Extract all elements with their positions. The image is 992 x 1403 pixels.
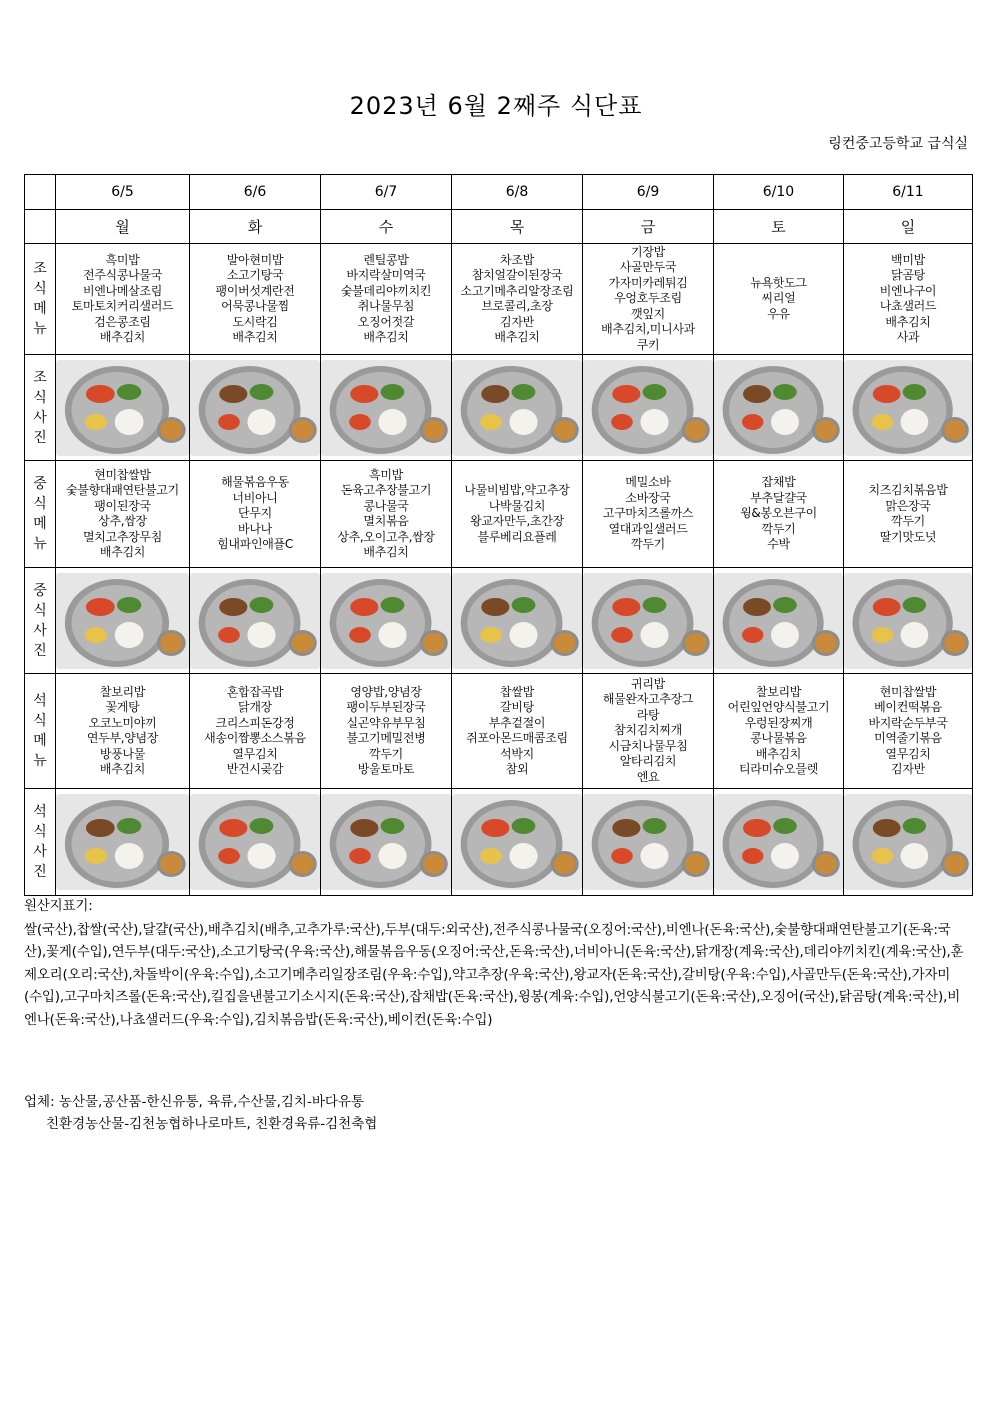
dinner-menu-cell	[321, 674, 452, 789]
menu-item: 너비아니	[232, 490, 278, 505]
dinner-menu-cell	[714, 674, 844, 789]
menu-item: 새송이짬뽕소스볶음	[204, 731, 306, 745]
menu-item: 어린잎언양식불고기	[727, 700, 830, 714]
dinner-menu-cell	[844, 674, 973, 789]
menu-item: 깍두기	[631, 537, 665, 552]
lunch-photo-label	[25, 568, 56, 674]
meal-photo	[583, 573, 713, 669]
menu-item: 석박지	[500, 746, 534, 761]
day-cell: 목	[452, 210, 583, 244]
menu-item: 깍두기	[761, 521, 796, 536]
menu-item: 바나나	[238, 521, 272, 536]
breakfast-menu-row	[25, 244, 973, 355]
row-label-char: 조	[33, 369, 47, 386]
menu-item: 배추김치	[885, 314, 931, 329]
origin-text: 쌀(국산),찹쌀(국산),달걀(국산),배추김치(배추,고추가루:국산),두부(대두:외국산),전주식콩나물국(오징어:국산),비엔나(돈육:국산),숯불향대패연탄불고기(돈육:국산),꽃게(수입),연두부(대두:국산),소고기탕국(우육:국산),해물볶음우동(오징어:국산,돈육:국산),너비아니(돈육:국산),닭개장(계육:국산),데리야끼치킨(계육:국산),훈제오리(오리:국산),차돌박이(우육:수입),소고기메추리일장조림(우육:수입),약고추장(우육:국산),왕교자(돈육:국산),갈비탕(우육:수입),사골만두(돈육:국산),가자미(수입),고구마치즈롤(돈육:국산),킬집을낸불고기소시지(돈육:국산),잡채밥(돈육:국산),윙봉(계육:수입),언양식불고기(돈육:국산),오징어(국산),닭곰탕(계육:국산),비엔나(돈육:국산),나쵸샐러드(우육:수입),김치볶음밥(돈육:국산),베이컨(돈육:수입)	[24, 921, 964, 1028]
lunch-photo-cell	[452, 568, 583, 674]
menu-item: 상추,쌈장	[98, 514, 147, 528]
menu-item: 찹쌀밥	[500, 684, 534, 699]
dinner-photo-cell	[714, 789, 844, 896]
menu-item: 왕교자만두,초간장	[470, 514, 564, 528]
breakfast-photo-cell	[56, 355, 190, 461]
menu-item: 배추김치	[363, 330, 409, 344]
date-cell: 6/5	[56, 175, 190, 210]
menu-item: 귀리밥	[631, 676, 665, 691]
breakfast-menu-cell	[321, 244, 452, 355]
menu-item: 딸기맛도넛	[879, 529, 937, 544]
breakfast-menu-cell	[56, 244, 190, 355]
menu-item: 크리스피돈강정	[215, 715, 295, 730]
row-label-char: 뉴	[33, 753, 47, 769]
menu-item: 엔요	[636, 769, 660, 784]
menu-item: 방울토마토	[357, 762, 415, 776]
menu-item: 열대과일샐러드	[608, 521, 688, 536]
meal-photo	[714, 794, 843, 890]
meal-photo	[190, 360, 320, 456]
menu-item: 바지락순두부국	[868, 715, 948, 730]
day-cell: 월	[56, 210, 190, 244]
menu-item: 뉴욕핫도그	[750, 275, 807, 290]
lunch-menu-cell	[844, 461, 973, 568]
row-label-char: 사	[33, 622, 47, 639]
meal-photo-graphic	[844, 794, 972, 890]
menu-item: 해물볶음우동	[221, 475, 289, 490]
menu-item: 씨리얼	[761, 291, 796, 306]
menu-item: 오코노미야끼	[88, 715, 157, 730]
menu-item: 바지락살미역국	[346, 268, 426, 282]
row-label-char: 진	[33, 642, 47, 659]
menu-item: 소바장국	[625, 490, 671, 505]
vendor-info	[24, 1091, 377, 1135]
dinner-menu-cell	[56, 674, 190, 789]
corner-cell	[25, 175, 56, 210]
menu-item: 현미찹쌀밥	[879, 684, 937, 699]
row-label-char: 조	[33, 261, 47, 277]
menu-item: 배추김치,미니사과	[601, 322, 695, 337]
row-label-char: 식	[33, 824, 47, 840]
row-label-char: 뉴	[33, 321, 47, 337]
menu-item: 흑미밥	[105, 252, 140, 267]
dinner-photo-cell	[844, 789, 973, 896]
meal-photo	[321, 573, 451, 669]
lunch-menu-cell	[56, 461, 190, 568]
lunch-menu-cell	[714, 461, 844, 568]
meal-photo-graphic	[56, 573, 189, 669]
menu-item: 오징어젓갈	[357, 314, 415, 329]
menu-item: 영양밥,양념장	[350, 684, 422, 699]
meal-photo	[714, 360, 843, 456]
breakfast-menu-cell	[452, 244, 583, 355]
menu-item: 배추김치	[755, 746, 802, 761]
meal-photo-graphic	[321, 794, 451, 890]
row-label-char: 식	[33, 389, 47, 406]
menu-item: 열무김치	[232, 746, 278, 761]
vendor-line: 업체: 농산물,공산품-한신유통, 육류,수산물,김치-바다유통	[24, 1094, 364, 1110]
menu-item: 깍두기	[891, 514, 925, 528]
menu-item: 가자미카레튀김	[608, 275, 688, 290]
meal-photo	[583, 794, 713, 890]
lunch-photo-cell	[583, 568, 714, 674]
menu-item: 미역줄기볶음	[874, 731, 942, 745]
meal-photo-graphic	[452, 573, 582, 669]
lunch-photo-cell	[321, 568, 452, 674]
menu-item: 검은콩조림	[94, 314, 151, 329]
menu-item: 부추달걀국	[750, 490, 807, 505]
meal-photo-graphic	[56, 360, 189, 456]
meal-photo-graphic	[321, 360, 451, 456]
lunch-menu-label	[25, 461, 56, 568]
row-label-char: 식	[33, 496, 47, 512]
origin-notes	[24, 895, 968, 1031]
menu-item: 닭곰탕	[891, 268, 925, 282]
lunch-photo-cell	[714, 568, 844, 674]
row-label-char: 사	[33, 409, 47, 426]
menu-item: 전주식콩나물국	[82, 268, 163, 282]
breakfast-photo-label	[25, 355, 56, 461]
dinner-menu-row	[25, 674, 973, 789]
menu-item: 수박	[767, 537, 790, 552]
menu-item: 닭개장	[238, 700, 272, 714]
menu-item: 연두부,양념장	[86, 731, 159, 745]
menu-item: 김자반	[500, 314, 534, 329]
menu-item: 쥐포아몬드매콤조림	[466, 731, 568, 745]
menu-item: 김자반	[891, 762, 925, 776]
meal-photo	[190, 794, 320, 890]
menu-item: 배추김치	[494, 330, 540, 344]
menu-item: 단무지	[238, 506, 272, 521]
dinner-photo-row	[25, 789, 973, 896]
row-label-char: 진	[33, 864, 47, 880]
menu-item: 배추김치	[232, 330, 278, 344]
menu-item: 멸치볶음	[363, 514, 409, 528]
breakfast-photo-cell	[714, 355, 844, 461]
menu-item: 흑미밥	[369, 467, 403, 482]
dinner-photo-cell	[321, 789, 452, 896]
menu-item: 해물완자고추장그	[602, 692, 694, 707]
menu-item: 배추김치	[99, 330, 146, 344]
meal-photo-graphic	[321, 573, 451, 669]
row-label-char: 식	[33, 602, 47, 619]
lunch-photo-cell	[844, 568, 973, 674]
page-title: 2023년 6월 2째주 식단표	[349, 92, 643, 120]
dinner-photo-label	[25, 789, 56, 896]
row-label-char: 메	[33, 516, 47, 532]
menu-item: 소고기메추리알장조림	[460, 283, 574, 298]
breakfast-photo-row	[25, 355, 973, 461]
meal-photo-graphic	[583, 573, 713, 669]
menu-item: 배추김치	[99, 762, 146, 776]
school-name: 링컨중고등학교 급식실	[828, 136, 968, 152]
menu-item: 혼합잡곡밥	[226, 684, 284, 699]
menu-item: 나박물김치	[488, 498, 546, 513]
row-label-char: 진	[33, 429, 47, 446]
lunch-menu-row	[25, 461, 973, 568]
menu-item: 팽이된장국	[94, 498, 151, 513]
lunch-photo-cell	[190, 568, 321, 674]
menu-item: 쿠키	[636, 337, 660, 352]
menu-item: 비엔나메살조림	[82, 283, 163, 298]
menu-item: 돈육고추장불고기	[340, 483, 432, 497]
menu-item: 도시락김	[232, 314, 278, 329]
meal-table	[24, 174, 973, 896]
meal-photo	[321, 360, 451, 456]
dinner-photo-cell	[56, 789, 190, 896]
menu-item: 어묵콩나물찜	[221, 299, 289, 313]
menu-item: 반건시곶감	[226, 762, 284, 776]
menu-item: 취나물무침	[357, 299, 415, 313]
menu-item: 토마토치커리샐러드	[71, 299, 174, 313]
row-label-char: 사	[33, 844, 47, 860]
meal-photo-graphic	[452, 360, 582, 456]
meal-photo	[452, 794, 582, 890]
menu-item: 불고기메밀전병	[346, 731, 426, 745]
date-cell: 6/9	[583, 175, 714, 210]
menu-item: 방풍나물	[99, 746, 146, 761]
dinner-photo-cell	[583, 789, 714, 896]
menu-item: 라탕	[636, 707, 660, 722]
breakfast-photo-cell	[583, 355, 714, 461]
day-cell: 일	[844, 210, 973, 244]
meal-photo-graphic	[583, 360, 713, 456]
day-cell: 금	[583, 210, 714, 244]
breakfast-menu-cell	[844, 244, 973, 355]
menu-item: 우엉호두조림	[614, 291, 682, 306]
day-cell: 수	[321, 210, 452, 244]
menu-item: 백미밥	[891, 252, 925, 267]
menu-item: 콩나물볶음	[750, 731, 807, 745]
breakfast-photo-cell	[190, 355, 321, 461]
menu-item: 치즈김치볶음밥	[868, 483, 948, 497]
row-label-char: 식	[33, 713, 47, 729]
menu-item: 힘내파인애플C	[217, 537, 293, 552]
meal-photo-graphic	[452, 794, 582, 890]
meal-photo-graphic	[844, 360, 972, 456]
lunch-menu-cell	[583, 461, 714, 568]
menu-item: 콩나물국	[363, 498, 409, 513]
day-cell: 토	[714, 210, 844, 244]
row-label-char: 식	[33, 281, 47, 297]
meal-photo	[56, 573, 189, 669]
row-label-char: 중	[33, 476, 47, 492]
date-row	[25, 175, 973, 210]
day-cell: 화	[190, 210, 321, 244]
menu-item: 비엔나구이	[879, 283, 937, 298]
breakfast-photo-cell	[844, 355, 973, 461]
menu-item: 잡채밥	[761, 475, 796, 490]
menu-item: 찰보리밥	[755, 684, 802, 699]
menu-item: 사과	[896, 330, 920, 344]
date-cell: 6/6	[190, 175, 321, 210]
menu-item: 참외	[505, 762, 529, 776]
dinner-menu-cell	[583, 674, 714, 789]
corner-cell	[25, 210, 56, 244]
menu-item: 나쵸샐러드	[879, 299, 937, 313]
menu-item: 팽이두부된장국	[346, 700, 426, 714]
meal-photo	[56, 794, 189, 890]
menu-item: 부추겉절이	[488, 715, 546, 730]
menu-item: 우렁된장찌개	[744, 715, 813, 730]
meal-photo-graphic	[844, 573, 972, 669]
row-label-char: 메	[33, 301, 47, 317]
breakfast-menu-cell	[583, 244, 714, 355]
menu-item: 렌틸콩밥	[363, 252, 409, 267]
row-label-char: 석	[33, 804, 47, 820]
lunch-photo-cell	[56, 568, 190, 674]
meal-photo	[452, 360, 582, 456]
menu-item: 블루베리요플레	[477, 529, 557, 544]
menu-item: 팽이버섯계란전	[215, 283, 295, 298]
menu-item: 갈비탕	[500, 700, 534, 714]
meal-photo	[321, 794, 451, 890]
menu-item: 실곤약유부무침	[346, 715, 426, 730]
menu-item: 참치김치찌개	[614, 723, 682, 738]
date-cell: 6/10	[714, 175, 844, 210]
menu-item: 깻잎지	[631, 306, 665, 321]
dinner-menu-label	[25, 674, 56, 789]
menu-item: 찰보리밥	[99, 684, 146, 699]
menu-item: 숯불향대패연탄불고기	[66, 483, 179, 497]
menu-item: 숯불데리야끼치킨	[340, 283, 432, 298]
day-row	[25, 210, 973, 244]
row-label-char: 석	[33, 693, 47, 709]
lunch-menu-cell	[452, 461, 583, 568]
menu-item: 메밀소바	[625, 475, 671, 490]
breakfast-photo-cell	[321, 355, 452, 461]
menu-item: 멸치고추장무침	[82, 529, 163, 544]
menu-item: 나물비빔밥,약고추장	[464, 483, 570, 497]
meal-photo	[56, 360, 189, 456]
meal-photo	[844, 573, 972, 669]
dinner-menu-cell	[190, 674, 321, 789]
breakfast-photo-cell	[452, 355, 583, 461]
meal-photo-graphic	[583, 794, 713, 890]
dinner-photo-cell	[190, 789, 321, 896]
menu-item: 맑은장국	[885, 498, 931, 513]
meal-photo-graphic	[714, 573, 843, 669]
menu-item: 우유	[767, 306, 790, 321]
meal-photo	[190, 573, 320, 669]
menu-item: 깍두기	[369, 746, 403, 761]
dinner-photo-cell	[452, 789, 583, 896]
menu-item: 소고기탕국	[226, 268, 284, 282]
menu-item: 참치얼갈이된장국	[471, 268, 563, 282]
vendor-line: 친환경농산물-김천농협하나로마트, 친환경육류-김천축협	[46, 1116, 378, 1132]
menu-item: 브로콜리,초장	[481, 299, 553, 313]
row-label-char: 중	[33, 582, 47, 599]
menu-item: 시금치나물무침	[608, 738, 688, 753]
meal-photo-graphic	[190, 573, 320, 669]
menu-item: 차조밥	[500, 252, 534, 267]
menu-item: 기장밥	[631, 244, 665, 259]
meal-photo-graphic	[714, 360, 843, 456]
meal-photo	[844, 360, 972, 456]
menu-item: 티라미슈오믈렛	[738, 762, 819, 776]
breakfast-menu-label	[25, 244, 56, 355]
menu-item: 배추김치	[363, 545, 409, 559]
menu-item: 상추,오이고추,쌈장	[337, 529, 435, 544]
breakfast-menu-cell	[714, 244, 844, 355]
menu-item: 베이컨떡볶음	[874, 700, 942, 714]
meal-photo	[452, 573, 582, 669]
menu-item: 열무김치	[885, 746, 931, 761]
meal-photo	[844, 794, 972, 890]
date-cell: 6/8	[452, 175, 583, 210]
dinner-menu-cell	[452, 674, 583, 789]
meal-photo-graphic	[190, 794, 320, 890]
menu-item: 윙&봉오븐구이	[740, 506, 817, 521]
meal-photo-graphic	[56, 794, 189, 890]
menu-item: 꽃게탕	[105, 700, 140, 714]
menu-item: 배추김치	[99, 545, 146, 559]
lunch-photo-row	[25, 568, 973, 674]
origin-title: 원산지표기:	[24, 898, 93, 914]
meal-photo	[714, 573, 843, 669]
lunch-menu-cell	[321, 461, 452, 568]
date-cell: 6/11	[844, 175, 973, 210]
menu-item: 사골만두국	[619, 260, 677, 275]
breakfast-menu-cell	[190, 244, 321, 355]
meal-photo	[583, 360, 713, 456]
date-cell: 6/7	[321, 175, 452, 210]
menu-item: 알타리김치	[619, 754, 677, 769]
meal-photo-graphic	[190, 360, 320, 456]
meal-photo-graphic	[714, 794, 843, 890]
menu-item: 현미찹쌀밥	[94, 467, 151, 482]
menu-item: 발아현미밥	[226, 252, 284, 267]
menu-item: 고구마치즈롤까스	[602, 506, 694, 521]
row-label-char: 뉴	[33, 536, 47, 552]
row-label-char: 메	[33, 733, 47, 749]
lunch-menu-cell	[190, 461, 321, 568]
